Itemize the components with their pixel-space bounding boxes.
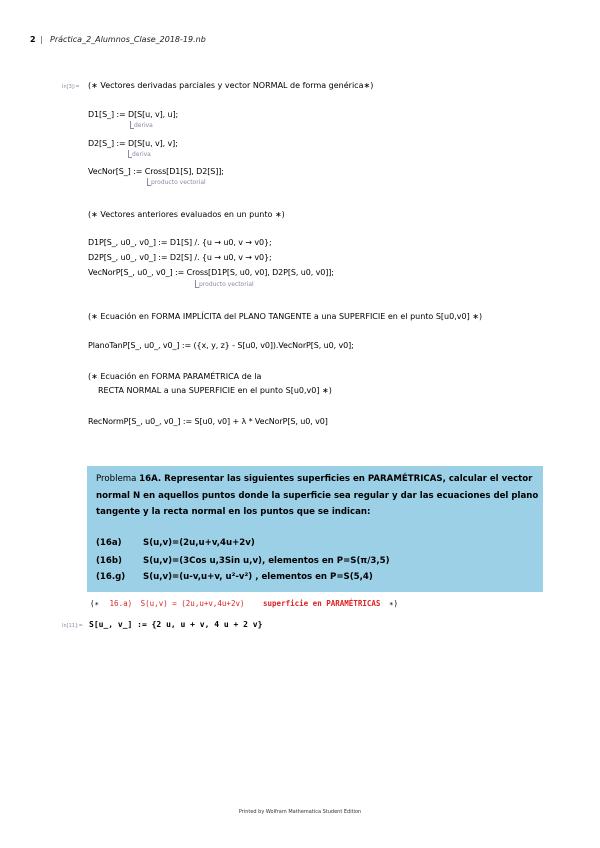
comment-plano-tangente[interactable]: (∗ Ecuación en FORMA IMPLÍCITA del PLANO TANGENTE a una SUPERFICIE en el punto S[u0,v0] ∗) [88, 312, 483, 321]
code-s-definition[interactable]: S[u_, v_] := {2 u, u + v, 4 u + 2 v} [89, 620, 263, 629]
annotation-d1-deriva: deriva [134, 122, 153, 129]
code-vecnor[interactable]: VecNor[S_] := Cross[D1[S], D2[S]]; [88, 167, 224, 176]
code-d2[interactable]: D2[S_] := D[S[u, v], v]; [88, 139, 178, 148]
problem-item-16g-label: (16.g) [96, 572, 126, 582]
problem-line-3: tangente y la recta normal en los puntos que se indican: [96, 507, 371, 517]
problem-item-16b-label: (16b) [96, 556, 122, 566]
code-vecnorp[interactable]: VecNorP[S_, u0_, v0_] := Cross[D1P[S, u0, v0], D2P[S, u0, v0]]; [88, 268, 334, 277]
annotation-d2-deriva: deriva [132, 151, 151, 158]
problem-item-16a-text: S(u,v)=(2u,u+v,4u+2v) [143, 538, 255, 548]
annotation-vecnorp-producto: producto vectorial [199, 281, 254, 288]
code-d2p[interactable]: D2P[S_, u0_, v0_] := D2[S] /. {u → u0, v → v0}; [88, 253, 272, 262]
annotation-vecnor-producto: producto vectorial [151, 179, 206, 186]
header-separator: | [40, 35, 43, 44]
comment-16a[interactable]: (∗ 16.a) S(u,v) = (2u,u+v,4u+2v) superficie en PARAMÉTRICAS ∗) [90, 599, 398, 608]
code-d1p[interactable]: D1P[S_, u0_, v0_] := D1[S] /. {u → u0, v → v0}; [88, 238, 272, 247]
input-label-in11: In[11]:= [62, 623, 83, 629]
code-d1[interactable]: D1[S_] := D[S[u, v], u]; [88, 110, 179, 119]
comment-vectores-genericos[interactable]: (∗ Vectores derivadas parciales y vector NORMAL de forma genérica∗) [88, 81, 374, 90]
problem-item-16g-text: S(u,v)=(u-v,u+v, u²-v²) , elementos en P=S(5,4) [143, 572, 373, 582]
page-number: 2 [30, 35, 36, 44]
notebook-filename: Práctica_2_Alumnos_Clase_2018-19.nb [50, 35, 206, 44]
code-planotan[interactable]: PlanoTanP[S_, u0_, v0_] := ({x, y, z} - S[u0, v0]).VecNorP[S, u0, v0]; [88, 341, 354, 350]
problem-item-16a-label: (16a) [96, 538, 122, 548]
problem-line-2: normal N en aquellos puntos donde la superficie sea regular y dar las ecuaciones del plano [96, 491, 539, 501]
comment-recta-normal-2[interactable]: RECTA NORMAL a una SUPERFICIE en el punto S[u0,v0] ∗) [98, 386, 332, 395]
comment-vectores-evaluados[interactable]: (∗ Vectores anteriores evaluados en un punto ∗) [88, 210, 285, 219]
code-recnorm[interactable]: RecNormP[S_, u0_, v0_] := S[u0, v0] + λ * VecNorP[S, u0, v0] [88, 417, 328, 426]
problem-line-1: Problema 16A. Representar las siguientes superficies en PARAMÉTRICAS, calcular el vector [96, 474, 533, 484]
print-footer: Printed by Wolfram Mathematica Student Edition [238, 809, 362, 815]
comment-recta-normal-1[interactable]: (∗ Ecuación en FORMA PARAMÉTRICA de la [88, 372, 262, 381]
problem-item-16b-text: S(u,v)=(3Cos u,3Sin u,v), elementos en P=S(π/3,5) [143, 556, 390, 566]
input-label-in3: In[3]:= [62, 84, 80, 90]
